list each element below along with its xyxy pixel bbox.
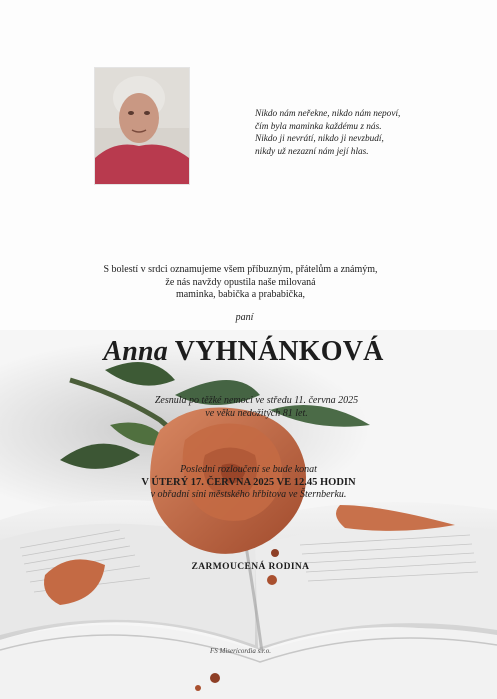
- death-info-line: ve věku nedožitých 81 let.: [205, 407, 308, 419]
- death-info-line: Zesnula po těžké nemoci ve středu 11. června 2025: [154, 395, 359, 406]
- poem-line: Nikdo ji nevrátí, nikdo ji nevzbudí,: [255, 134, 384, 145]
- announcement: [0, 264, 489, 302]
- funeral-date: V ÚTERÝ 17. ČERVNA 2025 VE 12.45 HODIN: [141, 476, 356, 488]
- poem-line: nikdy už nezazní nám její hlas.: [255, 146, 369, 157]
- death-info: [8, 395, 497, 420]
- surname: VYHNÁNKOVÁ: [174, 336, 384, 367]
- funeral-lead: Poslední rozloučení se bude konat: [180, 464, 317, 475]
- family-signature: ZARMOUCENÁ RODINA: [191, 562, 310, 572]
- deceased-name: [0, 336, 492, 368]
- announcement-line: že nás navždy opustila naše milovaná: [165, 276, 316, 288]
- title-pani: paní: [235, 312, 254, 323]
- given-name: Anna: [103, 336, 169, 367]
- portrait-photo: [94, 67, 190, 185]
- poem: [255, 108, 445, 158]
- announcement-line: S bolestí v srdci oznamujeme všem příbuzným, přátelům a známým,: [103, 264, 378, 275]
- funeral-place: v obřadní síni městského hřbitova ve Šternberku.: [150, 489, 347, 500]
- funeral-info: [0, 464, 497, 502]
- funeral-service-credit: FS Misericordia s.r.o.: [210, 647, 271, 655]
- announcement-line: maminka, babička a prababička,: [175, 289, 306, 301]
- poem-line: čím byla maminka každému z nás.: [255, 121, 382, 132]
- poem-line: Nikdo nám neřekne, nikdo nám nepoví,: [255, 109, 401, 119]
